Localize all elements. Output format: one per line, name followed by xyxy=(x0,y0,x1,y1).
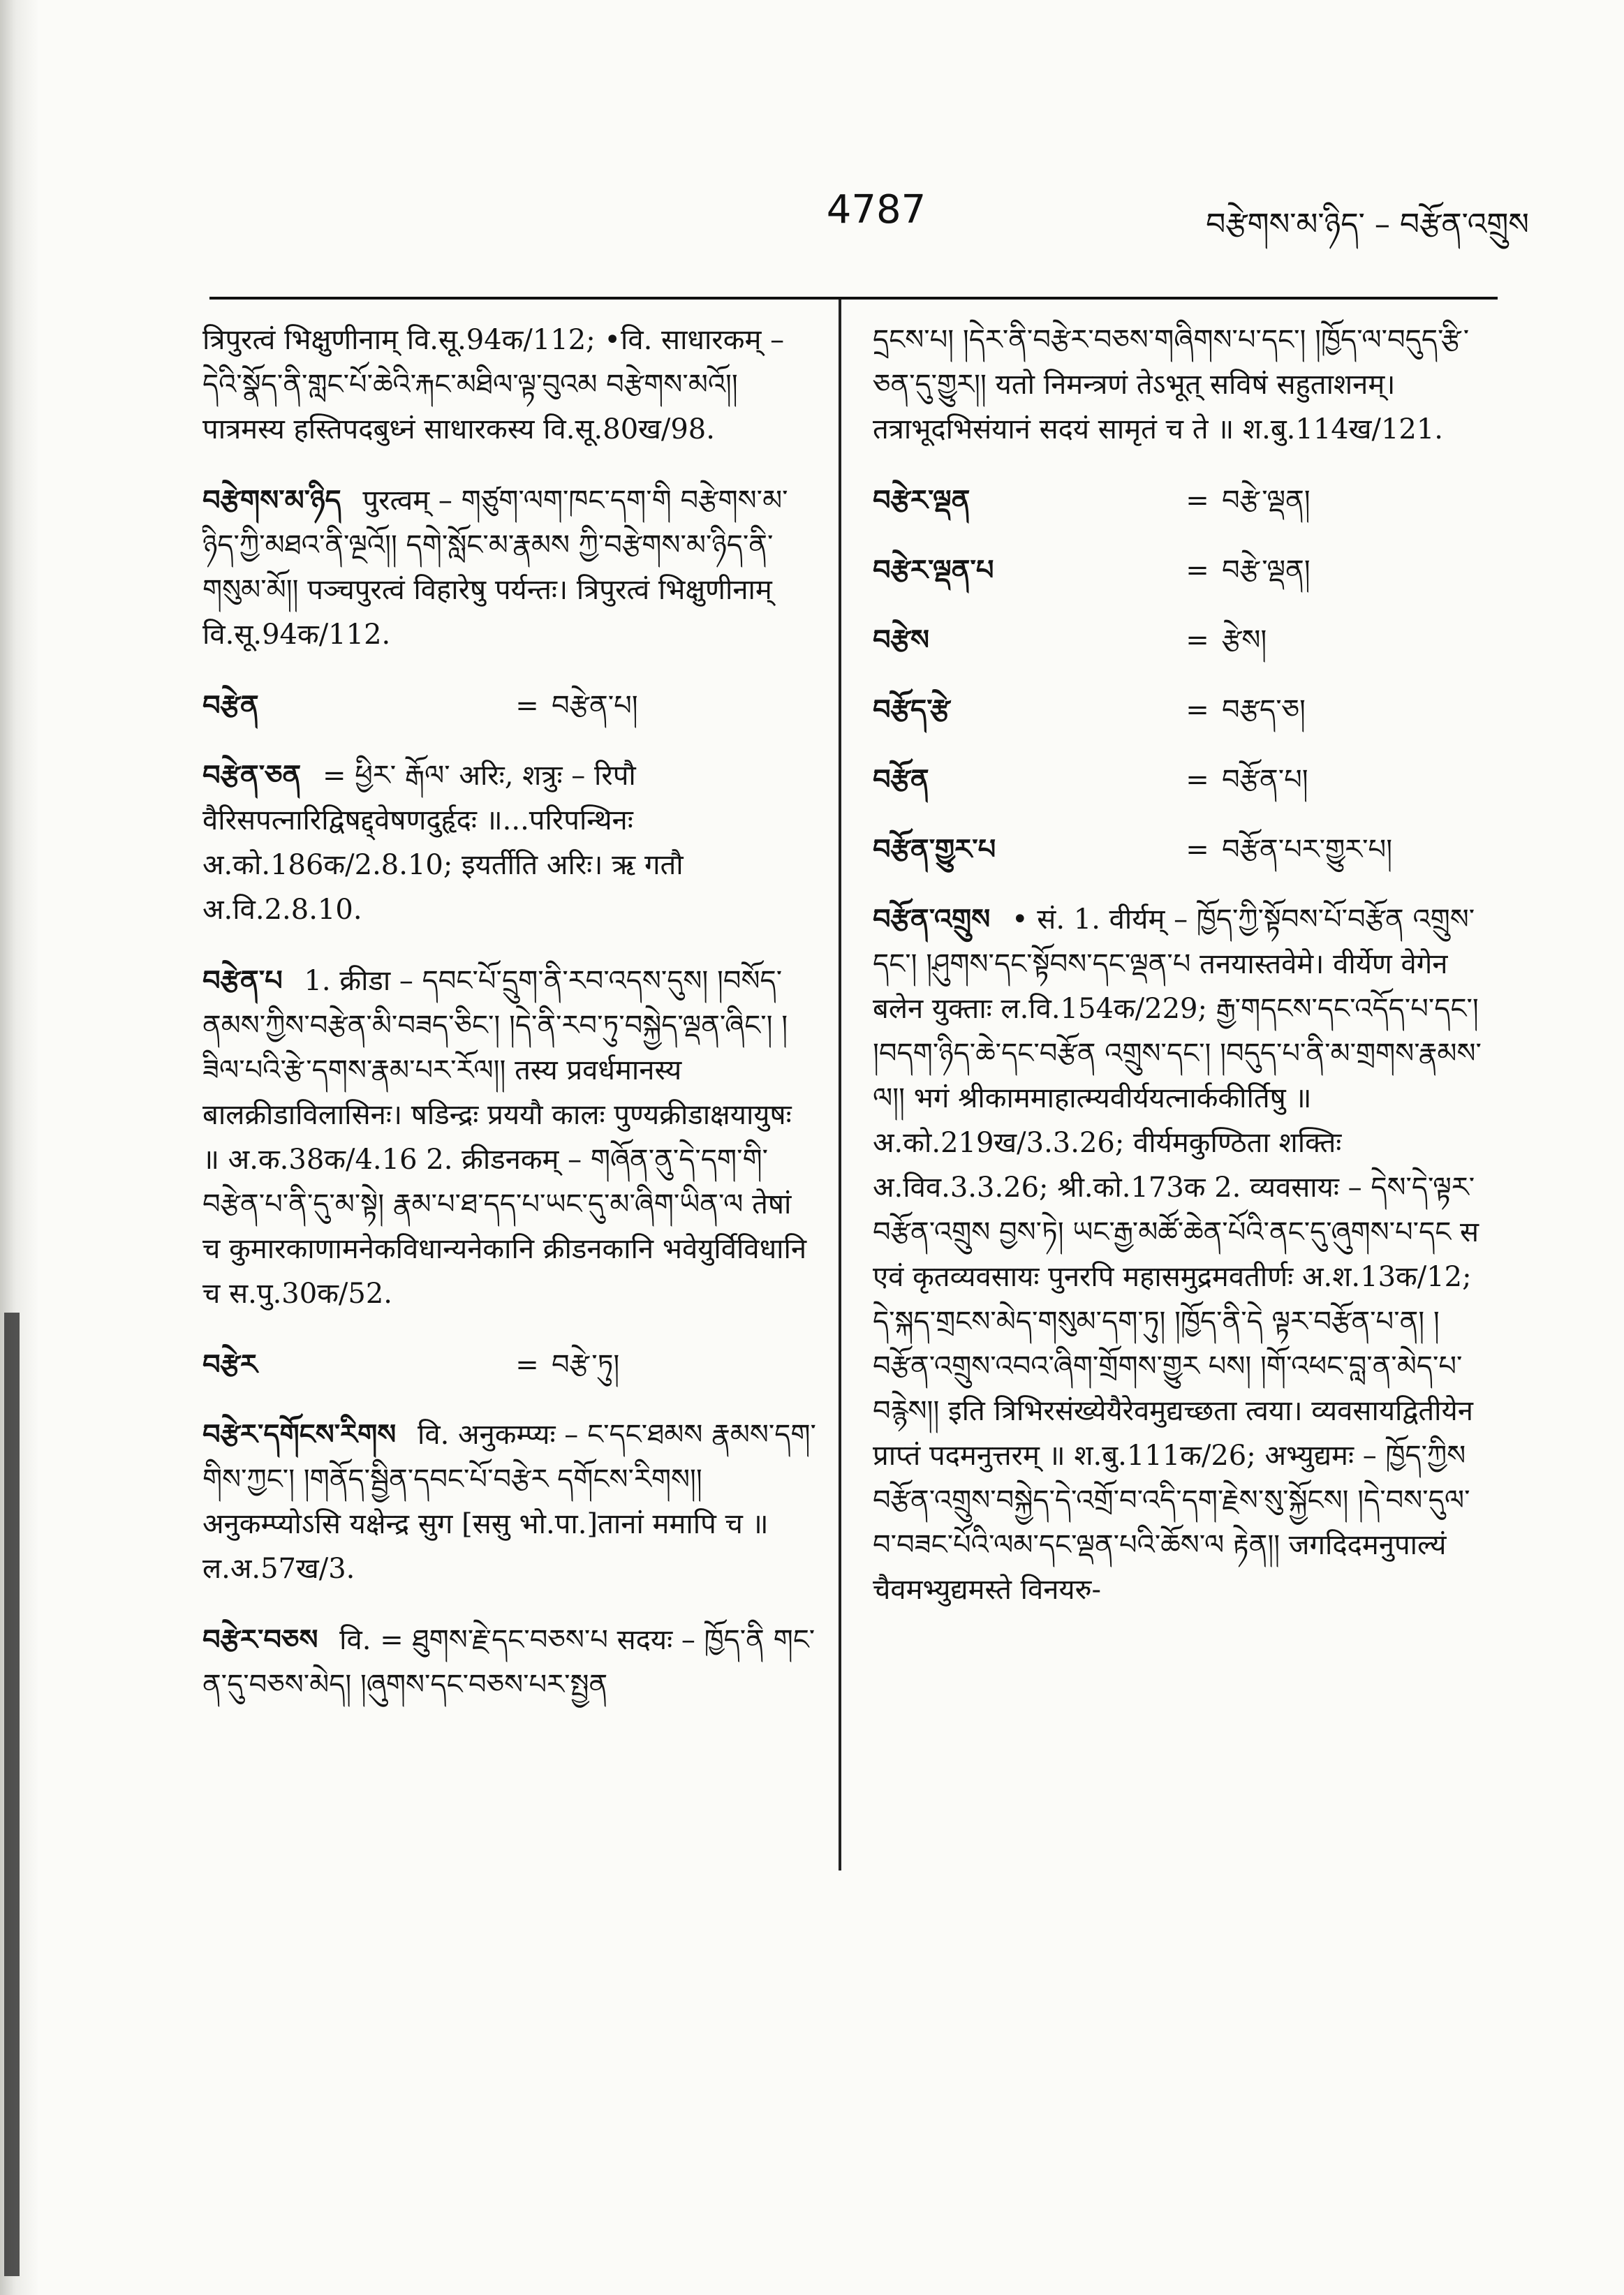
xref-target: བརྩོན་པ། xyxy=(1222,764,1308,796)
entry-text: = ཕྱིར་ རྒོལ་ अरिः, शत्रुः – रिपौ वैरिसपत्नारिद्विषद्द्वेषणदुर्हृदः ॥...परिपन्थिनः अ.को.186क/2.8.10; इयर्तीति अरिः। ऋ गतौ अ.वि.2.8.10. xyxy=(202,760,684,926)
xref-equals: = xyxy=(515,1349,539,1381)
entry-headword: བརྩེར་བཅས xyxy=(202,1623,318,1656)
xref-target: བརྩེ་ལྡན། xyxy=(1222,485,1311,517)
xref-target: བརྩེན་པ། xyxy=(552,690,638,722)
xref-term: བརྩེས xyxy=(873,623,930,656)
xref-target: བརྩེ་ཏུ། xyxy=(552,1349,620,1381)
dictionary-entry xyxy=(202,1412,817,1591)
entry-text: वि. = ཐུགས་རྗེ་དང་བཅས་པ सदयः – ཁྱོད་ནི གང་ན་དུ་བཅས་མེད། །ཞུགས་དང་བཅས་པར་སྤྱན xyxy=(202,1624,815,1701)
header-rule xyxy=(209,297,1498,300)
xref-equals: = xyxy=(1186,834,1209,866)
entry-headword: བརྩེགས་མ་ཉིད xyxy=(202,484,341,517)
left-column xyxy=(202,318,817,2161)
entry-headword: བརྩོན་འགྲུས xyxy=(873,903,991,936)
xref-equals: = xyxy=(1186,694,1209,726)
entry-text: 1. क्रीडा – དབང་པོ་དྲུག་ནི་རབ་འདས་དུས། །བསོད་ནམས་ཀྱིས་བརྩེན་མི་བཟད་ཅིང་། །དེ་ནི་རབ་ཏུ་བསྐྱེད་ལྡན་ཞིང་། །ཟིལ་པའི་རྩེ་དགས་རྣམ་པར་རོལ།། तस्य प्रवर्धमानस्य बालक्रीडाविलासिनः। षडिन्द्रः प्रययौ कालः पुण्यक्रीडाक्षयायुषः ॥ अ.क.38क/4.16 2. क्रीडनकम् – གཞོན་ནུ་དེ་དག་གི་བརྩེན་པ་ནི་དུ་མ་སྟེ། རྣམ་པ་ཐ་དད་པ་ཡང་དུ་མ་ཞིག་ཡིན་ལ तेषां च कुमारकाणामनेकविधान्यनेकानि क्रीडनकानि भवेयुर्विविधानि च स.पु.30क/52. xyxy=(202,965,807,1310)
xref-equals: = xyxy=(1186,554,1209,586)
xref-target: བརྩོན་པར་གྱུར་པ། xyxy=(1222,834,1393,866)
dictionary-entry xyxy=(202,753,817,932)
right-column xyxy=(873,318,1487,2161)
entry-text: वि. अनुकम्प्यः – ང་དང་ཐམས རྣམས་དག་གིས་ཀྱང་། །གནོད་སྦྱིན་དབང་པོ་བརྩེར དགོངས་རིགས།། अनुकम्प्योऽसि यक्षेन्द्र सुग [ससु भो.पा.]तानां ममापि च ॥ ल.अ.57ख/3. xyxy=(202,1419,816,1585)
xref-equals: = xyxy=(515,690,539,722)
running-head: བརྩེགས་མ་ཉིད་ – བརྩོན་འགྲུས xyxy=(1206,207,1529,242)
xref-term: བརྩོན xyxy=(873,763,929,796)
cross-reference xyxy=(873,548,1487,593)
entry-headword: བརྩེར་དགོངས་རིགས xyxy=(202,1418,397,1451)
xref-equals: = xyxy=(1186,485,1209,517)
entry-text: དྲངས་པ། །དེར་ནི་བརྩེར་བཅས་གཞིགས་པ་དང་། །ཁྱོད་ལ་བདུད་རྩི་ཅན་དུ་གྱུར།། यतो निमन्त्रणं तेऽभूत् सविषं सहुताशनम्। तत्राभूदभिसंयानं सदयं सामृतं च ते ॥ श.बु.114ख/121. xyxy=(873,324,1470,445)
xref-term: བརྩོན་གྱུར་པ xyxy=(873,833,996,866)
cross-reference xyxy=(202,684,817,728)
dictionary-entry xyxy=(873,897,1487,1612)
xref-term: བརྩེར་ལྡན xyxy=(873,484,970,517)
entry-text: पुरत्वम् – གཙུག་ལག་ཁང་དག་གི བརྩེགས་མ་ཉིད་ཀྱི་མཐའ་ནི་ལྔའོ།། དགེ་སློང་མ་རྣམས ཀྱི་བརྩེགས་མ་ཉིད་ནི་གསུམ་མོ།། पञ्चपुरत्वं विहारेषु पर्यन्तः। त्रिपुरत्वं भिक्षुणीनाम् वि.सू.94क/112. xyxy=(202,485,788,651)
xref-equals: = xyxy=(1186,624,1209,656)
entry-headword: བརྩེན་པ xyxy=(202,964,283,997)
cross-reference xyxy=(873,758,1487,802)
cross-reference xyxy=(202,1343,817,1387)
book-spine-shadow xyxy=(0,0,39,2295)
xref-target: རྩེས། xyxy=(1222,624,1267,656)
cross-reference xyxy=(873,688,1487,732)
dictionary-entry xyxy=(202,1618,817,1707)
entry-headword: བརྩེན་ཅན xyxy=(202,759,302,792)
dictionary-entry xyxy=(202,959,817,1316)
entry-continuation xyxy=(873,318,1487,452)
xref-term: བརྩེར xyxy=(202,1348,258,1381)
xref-equals: = xyxy=(1186,764,1209,796)
xref-target: བརྩད་ཅ། xyxy=(1222,694,1306,726)
cross-reference xyxy=(873,618,1487,663)
xref-target: བརྩེ་ལྡན། xyxy=(1222,554,1311,586)
page-number: 4787 xyxy=(826,187,927,233)
xref-term: བརྩོད་རྩེ xyxy=(873,693,950,726)
dictionary-entry xyxy=(202,478,817,657)
entry-text: • सं. 1. वीर्यम् – ཁྱོད་ཀྱི་སྟོབས་པོ་བརྩོན འགྲུས་དང་། །ཤུགས་དང་སྟོབས་དང་ལྡན་པ तनयास्तवेमे। वीर्येण वेगेन बलेन युक्ताः ल.वि.154क/229; རྒྱ་གདངས་དང་འདོད་པ་དང་། །བདག་ཉིད་ཆེ་དང་བརྩོན འགྲུས་དང་། །བདུད་པ་ནི་མ་གྲགས་རྣམས་ལ།། भगं श्रीकाममाहात्म्यवीर्ययत्नार्ककीर्तिषु ॥ अ.को.219ख/3.3.26; वीर्यमकुण्ठिता शक्तिः अ.विव.3.3.26; श्री.को.173क 2. व्यवसायः – དེས་དེ་ལྟར་བརྩོན་འགྲུས བྱས་ཏེ། ཡང་རྒྱ་མཚོ་ཆེན་པོའི་ནང་དུ་ཞུགས་པ་དང स एवं कृतव्यवसायः पुनरपि महासमुद्रमवतीर्णः अ.श.13क/12; དེ་སྐད་གྲངས་མེད་གསུམ་དག་ཏུ། །ཁྱོད་ནི་དེ ལྟར་བརྩོན་པ་ན། །བརྩོན་འགྲུས་འབའ་ཞིག་གྲོགས་གྱུར པས། །གོ་འཕང་བླ་ན་མེད་པ་བརྙེས།། इति त्रिभिरसंख्येयैरेवमुद्यच्छता त्वया। व्यवसायद्वितीयेन प्राप्तं पदमनुत्तरम् ॥ श.बु.111क/26; अभ्युद्यमः – ཁྱོད་ཀྱིས བརྩོན་འགྲུས་བསྐྱེད་དེ་འགྲོ་བ་འདི་དག་རྗེས་སུ་སྐྱོངས། །དེ་བས་དུལ་བ་བཟང་པོའི་ལམ་དང་ལྡན་པའི་ཆོས་ལ རྟེན།། जगदिदमनुपाल्यं चैवमभ्युद्यमस्ते विनयरु- xyxy=(873,903,1482,1606)
cross-reference xyxy=(873,478,1487,523)
xref-term: བརྩེར་ལྡན་པ xyxy=(873,554,994,586)
entry-continuation xyxy=(202,318,817,452)
cross-reference xyxy=(873,827,1487,872)
column-divider xyxy=(839,300,841,1870)
xref-term: བརྩེན xyxy=(202,689,259,722)
entry-text: त्रिपुरत्वं भिक्षुणीनाम् वि.सू.94क/112; •वि. साधारकम् – དེའི་སྣོད་ནི་གླང་པོ་ཆེའི་རྐང་མཐིལ་ལྟ་བུའམ བརྩེགས་མའོ།། पात्रमस्य हस्तिपदबुध्नं साधारकस्य वि.सू.80ख/98. xyxy=(202,324,785,445)
